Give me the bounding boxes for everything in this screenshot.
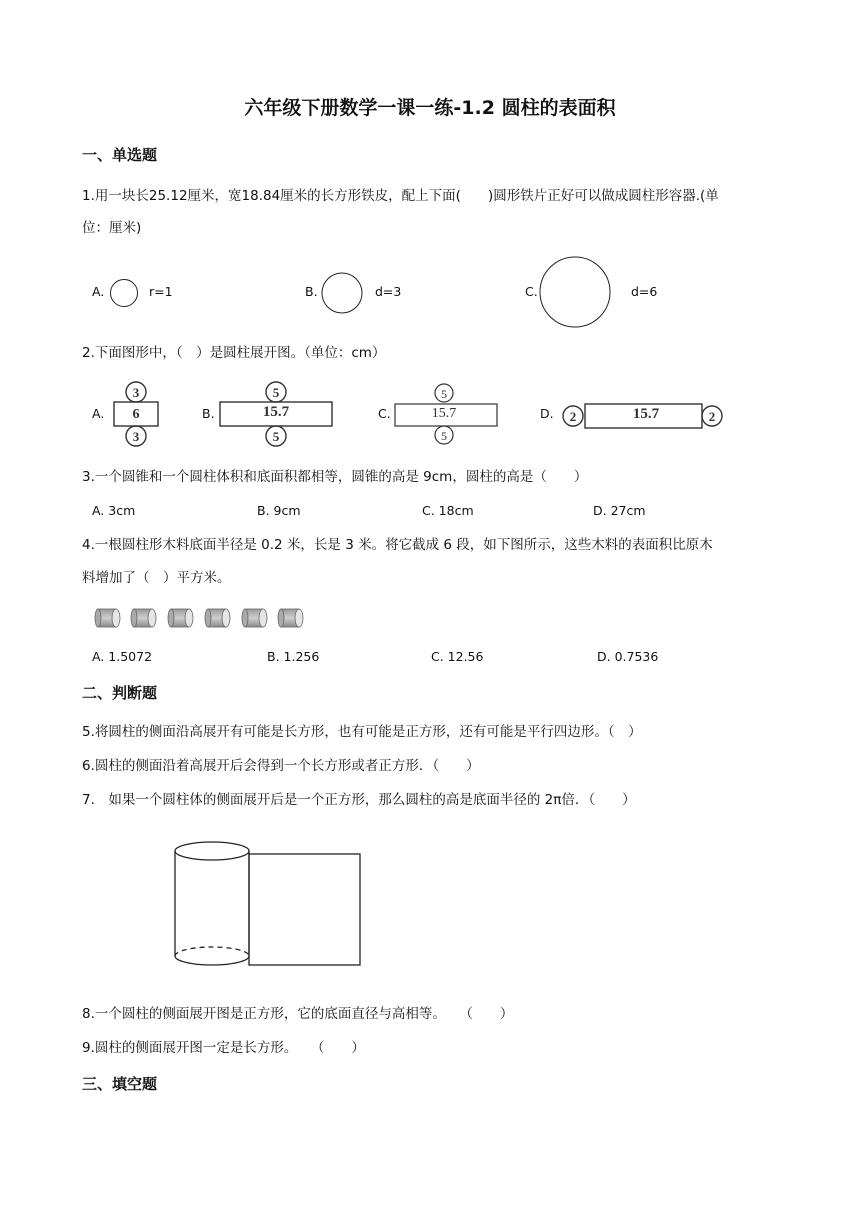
q4-option-a: A. 1.5072 (92, 649, 153, 664)
question-4-line-2: 料增加了（ ）平方米。 (82, 570, 231, 586)
question-4-line-1: 4.一根圆柱形木料底面半径是 0.2 米，长是 3 米。将它截成 6 段，如下图所示，这些木料的表面积比原木 (82, 537, 713, 553)
question-5: 5.将圆柱的侧面沿高展开有可能是长方形，也有可能是正方形，还有可能是平行四边形。（ ） (82, 724, 642, 740)
q3-option-a: A. 3cm (92, 503, 136, 518)
q2-c-rect-label: 15.7 (431, 406, 457, 421)
q2-option-c-letter: C. (378, 406, 391, 421)
question-1-line-1: 1.用一块长25.12厘米，宽18.84厘米的长方形铁皮，配上下面( )圆形铁片正好可以做成圆柱形容器.(单 (82, 188, 719, 204)
log-piece-4 (205, 609, 230, 627)
log-piece-2 (131, 609, 156, 627)
q1-option-a-circle-icon (108, 277, 140, 309)
q2-a-circle-top-label: 3 (132, 385, 140, 400)
q4-log-pieces-diagram (94, 606, 306, 632)
q2-d-rect-label: 15.7 (632, 406, 660, 422)
q1-option-c-value: d=6 (631, 284, 658, 299)
q2-option-d-letter: D. (540, 406, 554, 421)
q2-option-c-net-diagram (392, 382, 500, 446)
q2-c-circle-bottom-label: 5 (441, 429, 447, 443)
q2-option-a-letter: A. (92, 406, 105, 421)
question-8: 8.一个圆柱的侧面展开图是正方形，它的底面直径与高相等。 （ ） (82, 1006, 514, 1022)
q2-option-a-net-diagram (108, 380, 164, 448)
question-3: 3.一个圆锥和一个圆柱体积和底面积都相等，圆锥的高是 9cm，圆柱的高是（ ） (82, 469, 588, 485)
q1-option-b-letter: B. (305, 284, 318, 299)
log-piece-3 (168, 609, 193, 627)
q2-option-b-letter: B. (202, 406, 215, 421)
log-piece-5 (242, 609, 267, 627)
q2-option-d-net-diagram (560, 400, 726, 432)
q3-option-b: B. 9cm (257, 503, 301, 518)
q3-option-d: D. 27cm (593, 503, 646, 518)
q2-a-rect-label: 6 (132, 407, 140, 422)
q2-d-circle-right-label: 2 (708, 409, 716, 424)
question-2: 2.下面图形中，（ ）是圆柱展开图。（单位：cm） (82, 345, 386, 361)
question-6: 6.圆柱的侧面沿着高展开后会得到一个长方形或者正方形．（ ） (82, 758, 480, 774)
section-heading-true-false: 二、判断题 (82, 684, 158, 702)
question-1-line-2: 位：厘米) (82, 220, 142, 236)
log-piece-6 (278, 609, 303, 627)
q4-option-b: B. 1.256 (267, 649, 320, 664)
q1-option-c-letter: C. (525, 284, 538, 299)
q4-option-d: D. 0.7536 (597, 649, 659, 664)
q7-cylinder-net-diagram (170, 840, 366, 976)
q1-option-a-letter: A. (92, 284, 105, 299)
q2-a-circle-bottom-label: 3 (132, 429, 140, 444)
q1-option-a-value: r=1 (149, 284, 173, 299)
question-9: 9.圆柱的侧面展开图一定是长方形。 （ ） (82, 1040, 365, 1056)
q1-option-b-circle-icon (320, 271, 364, 315)
q2-b-rect-label: 15.7 (262, 404, 290, 420)
q2-c-circle-top-label: 5 (441, 387, 447, 401)
q2-option-b-net-diagram (218, 380, 336, 448)
q4-option-c: C. 12.56 (431, 649, 484, 664)
question-7: 7. 如果一个圆柱体的侧面展开后是一个正方形，那么圆柱的高是底面半径的 2π倍．（ ） (82, 792, 636, 808)
page-title: 六年级下册数学一课一练-1.2 圆柱的表面积 (244, 97, 616, 119)
section-heading-fill-in: 三、填空题 (82, 1075, 158, 1093)
section-heading-single-choice: 一、单选题 (82, 146, 158, 164)
q2-b-circle-bottom-label: 5 (272, 429, 280, 444)
q1-option-b-value: d=3 (375, 284, 402, 299)
q2-d-circle-left-label: 2 (569, 409, 577, 424)
q3-option-c: C. 18cm (422, 503, 474, 518)
q1-option-c-circle-icon (538, 256, 612, 330)
log-piece-1 (95, 609, 120, 627)
q2-b-circle-top-label: 5 (272, 385, 280, 400)
